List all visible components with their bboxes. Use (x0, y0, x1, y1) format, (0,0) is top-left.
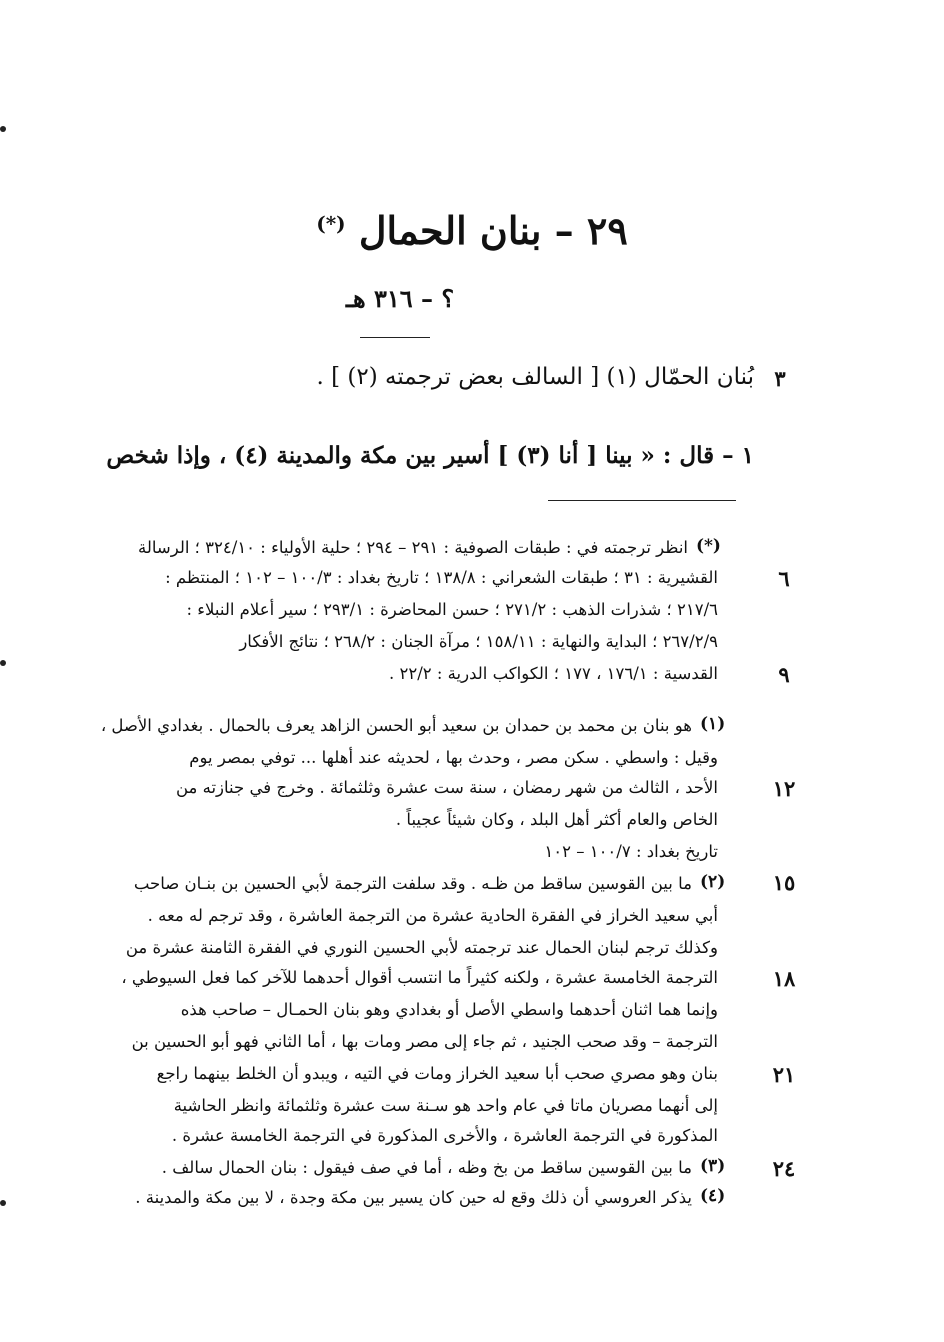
footnote-star-line: ٢٦٧/٢/٩ ؛ البداية والنهاية : ١٥٨/١١ ؛ مرآة الجنان : ٢٦٨/٢ ؛ نتائج الأفكار (239, 632, 718, 651)
footnote-3-line: ما بين القوسين ساقط من بخ وظه ، أما في صف فيقول : بنان الحمال سالف . (161, 1158, 692, 1177)
footnote-2-line: الترجمة الخامسة عشرة ، ولكنه كثيراً ما انتسب أقوال أحدهما للآخر كما فعل السيوطي ، (121, 968, 718, 987)
footnote-2-line: وإنما هما اثنان أحدهما واسطي الأصل أو بغدادي وهو بنان الحمـال – صاحب هذه (180, 1000, 718, 1019)
chapter-dates: ؟ – ٣١٦ هـ (345, 284, 455, 313)
heading-divider (360, 337, 430, 338)
footnote-3-mark: (٣) (700, 1156, 726, 1176)
footnote-2-line: بنان وهو مصري صحب أبا سعيد الخراز ومات في التيه ، ويبدو أن الخلط بينهما راجع (156, 1064, 718, 1083)
footnote-divider (548, 500, 736, 501)
line-number-3: ٣ (774, 366, 786, 391)
footnote-2-mark: (٢) (700, 872, 726, 892)
line-number-12: ١٢ (772, 776, 796, 801)
footnote-2-line: أبي سعيد الخراز في الفقرة الحادية عشرة من الترجمة العاشرة ، وقد ترجم له معه . (147, 906, 718, 925)
footnote-2-line: إلى أنهما مصريان ماتا في عام واحد هو سـنة ست عشرة وثلثمائة وانظر الحاشية (173, 1096, 718, 1115)
line-number-18: ١٨ (772, 966, 796, 991)
footnote-star-mark: (*) (696, 536, 721, 556)
line-number-9: ٩ (778, 662, 790, 687)
line-number-6: ٦ (778, 566, 790, 591)
footnote-2-line: المذكورة في الترجمة العاشرة ، والأخرى المذكورة في الترجمة الخامسة عشرة . (171, 1126, 718, 1145)
main-text-line-2: ١ – قال : « بينا [ أنا (٣) ] أسير بين مكة والمدينة (٤) ، وإذا شخص (106, 442, 754, 469)
main-text-line-1: بُنان الحمّال (١) [ السالف بعض ترجمته (٢) ] . (316, 364, 754, 390)
scan-mark (0, 1200, 6, 1206)
footnote-1-line: الخاص والعام أكثر أهل البلد ، وكان شيئاً عجيباً . (395, 810, 718, 829)
footnote-star-line: ٢١٧/٦ ؛ شذرات الذهب : ٢٧١/٢ ؛ حسن المحاضرة : ٢٩٣/١ ؛ سير أعلام النبلاء : (186, 600, 718, 619)
footnote-1-line: تاريخ بغداد : ١٠٠/٧ – ١٠٢ (544, 842, 718, 861)
footnote-4-line: يذكر العروسي أن ذلك وقع له حين كان يسير بين مكة وجدة ، لا بين مكة والمدينة . (135, 1188, 692, 1207)
footnote-1-line: هو بنان بن محمد بن حمدان بن سعيد أبو الحسن الزاهد يعرف بالحمال . بغدادي الأصل ، (100, 716, 692, 735)
footnote-1-line: وقيل : واسطي . سكن مصر ، وحدث بها ، لحديثه عند أهلها ... توفي بمصر يوم (189, 748, 718, 767)
footnote-star-line: القشيرية : ٣١ ؛ طبقات الشعراني : ١٣٨/٨ ؛ تاريخ بغداد : ١٠٠/٣ – ١٠٢ ؛ المنتظم : (165, 568, 718, 587)
footnote-star-line: انظر ترجمته في : طبقات الصوفية : ٢٩١ – ٢٩٤ ؛ حلية الأولياء : ٣٢٤/١٠ ؛ الرسالة (137, 538, 688, 557)
line-number-15: ١٥ (772, 870, 796, 895)
footnote-1-mark: (١) (700, 714, 726, 734)
chapter-title-text: ٢٩ – بنان الحمال (358, 208, 628, 253)
footnote-1-line: الأحد ، الثالث من شهر رمضان ، سنة ست عشرة وثلثمائة . وخرج في جنازته من (175, 778, 718, 797)
footnote-2-line: وكذلك ترجم لبنان الحمال عند ترجمته لأبي الحسين النوري في الفقرة الثامنة عشرة من (125, 938, 718, 957)
footnote-star-line: القدسية : ١٧٦/١ ، ١٧٧ ؛ الكواكب الدرية : ٢٢/٢ . (388, 664, 718, 683)
footnote-2-line: الترجمة – وقد صحب الجنيد ، ثم جاء إلى مصر ومات بها ، أما الثاني فهو أبو الحسين بن (131, 1032, 718, 1051)
chapter-title (0, 208, 944, 253)
scan-mark (0, 126, 6, 132)
footnote-4-mark: (٤) (700, 1186, 726, 1206)
footnote-2-line: ما بين القوسين ساقط من ظـه . وقد سلفت الترجمة لأبي الحسين بن بنـان صاحب (133, 874, 692, 893)
line-number-24: ٢٤ (772, 1156, 796, 1181)
chapter-title-note-mark: (*) (316, 211, 346, 236)
scan-mark (0, 660, 6, 666)
line-number-21: ٢١ (772, 1062, 796, 1087)
